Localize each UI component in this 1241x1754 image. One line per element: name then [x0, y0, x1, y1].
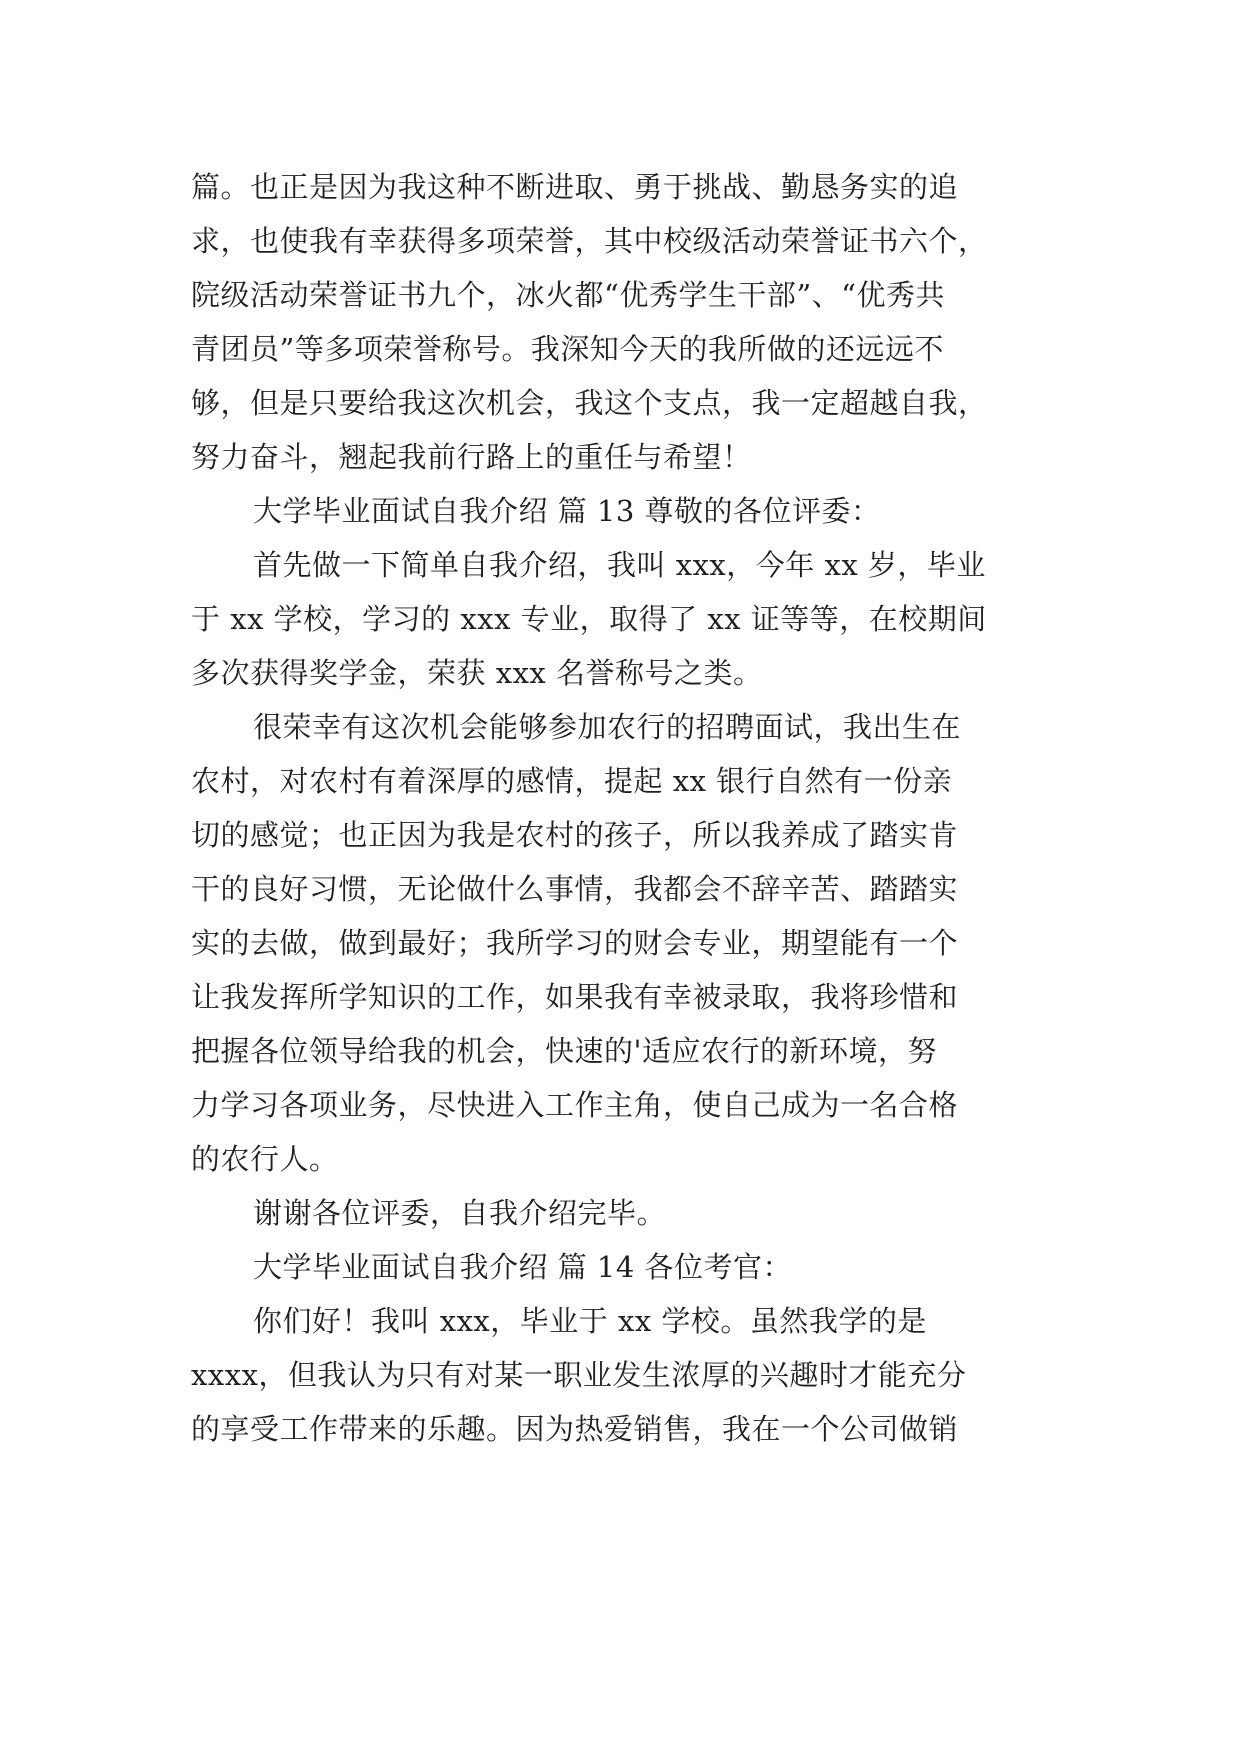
text-line: 干的良好习惯，无论做什么事情，我都会不辞辛苦、踏踏实: [191, 872, 959, 906]
text-line: 切的感觉；也正因为我是农村的孩子，所以我养成了踏实肯: [191, 818, 959, 852]
section-heading: 大学毕业面试自我介绍 篇 14 各位考官：: [253, 1250, 793, 1284]
document-body: [191, 160, 1051, 1456]
text-line: 的享受工作带来的乐趣。因为热爱销售，我在一个公司做销: [191, 1412, 959, 1446]
paragraph-start: 首先做一下简单自我介绍，我叫 xxx，今年 xx 岁，毕业: [253, 548, 986, 582]
text-line: 于 xx 学校，学习的 xxx 专业，取得了 xx 证等等，在校期间: [191, 602, 987, 636]
text-line: 的农行人。: [191, 1142, 339, 1176]
paragraph-start: 你们好！我叫 xxx，毕业于 xx 学校。虽然我学的是: [253, 1304, 927, 1338]
text-line: xxxx，但我认为只有对某一职业发生浓厚的兴趣时才能充分: [191, 1358, 967, 1392]
paragraph-start: 谢谢各位评委，自我介绍完毕。: [253, 1196, 667, 1230]
text-line: 求，也使我有幸获得多项荣誉，其中校级活动荣誉证书六个，: [191, 224, 988, 258]
text-line: 努力奋斗，翘起我前行路上的重任与希望！: [191, 440, 752, 474]
text-line: 多次获得奖学金，荣获 xxx 名誉称号之类。: [191, 656, 763, 690]
text-line: 够，但是只要给我这次机会，我这个支点，我一定超越自我，: [191, 386, 988, 420]
text-line: 农村，对农村有着深厚的感情，提起 xx 银行自然有一份亲: [191, 764, 953, 798]
text-line: 实的去做，做到最好；我所学习的财会专业，期望能有一个: [191, 926, 959, 960]
text-line: 让我发挥所学知识的工作，如果我有幸被录取，我将珍惜和: [191, 980, 959, 1014]
paragraph-start: 很荣幸有这次机会能够参加农行的招聘面试，我出生在: [253, 710, 962, 744]
text-line: 力学习各项业务，尽快进入工作主角，使自己成为一名合格: [191, 1088, 959, 1122]
text-line: 青团员”等多项荣誉称号。我深知今天的我所做的还远远不: [191, 332, 944, 366]
section-heading: 大学毕业面试自我介绍 篇 13 尊敬的各位评委：: [253, 494, 881, 528]
text-line: 篇。也正是因为我这种不断进取、勇于挑战、勤恳务实的追: [191, 170, 959, 204]
text-line: 院级活动荣誉证书九个，冰火都“优秀学生干部”、“优秀共: [191, 278, 945, 312]
text-line: 把握各位领导给我的机会，快速的'适应农行的新环境，努: [191, 1034, 937, 1068]
